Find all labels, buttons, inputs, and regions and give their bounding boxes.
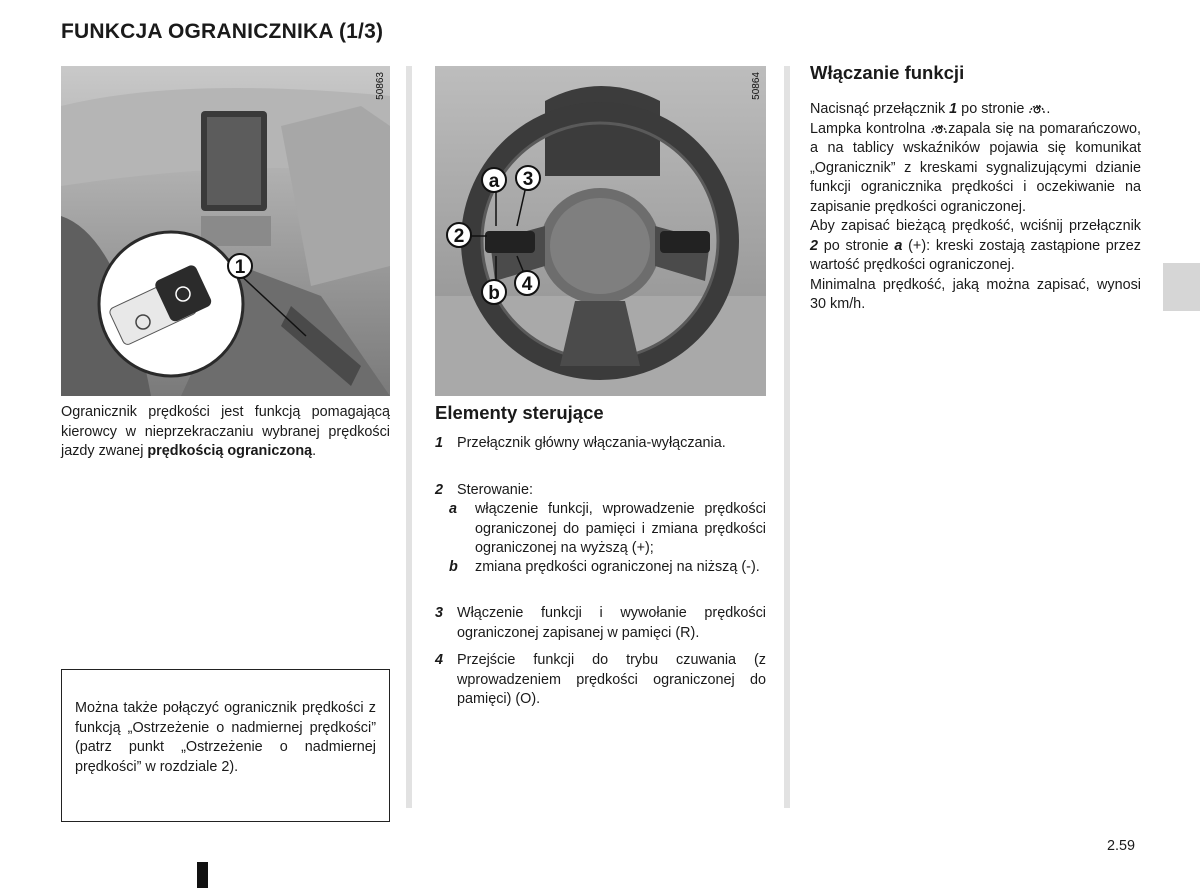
- list-item: 3 Włączenie funkcji i wywołanie prędkości ograniczonej zapisanej w pamięci (R).: [435, 605, 766, 641]
- enable-step-2: Lampka kontrolna zapala się na pomarańczowo, a na tablicy wskaźników pojawia się komunikat „Ogranicznik” z kreskami sygnalizującymi dzianie funkcji ogranicznika prędkości i oczekiwanie na zapisanie prędkości ograniczonej.: [810, 120, 1141, 215]
- figure-ref: 50864: [751, 72, 762, 100]
- steering-wheel-illustration: [435, 66, 766, 396]
- column-divider: [784, 66, 790, 808]
- note-box: [61, 669, 390, 822]
- callout-2: 2: [453, 226, 465, 247]
- enable-step-3: Aby zapisać bieżącą prędkość, wciśnij przełącznik 2 po stronie a (+): kreski zostają zastąpione przez wartość prędkości ograniczonej.: [810, 218, 1141, 273]
- callout-4: 4: [521, 274, 533, 295]
- callout-3: 3: [522, 169, 534, 190]
- list-subitem: b zmiana prędkości ograniczonej na niższą (-).: [449, 559, 760, 575]
- callout-1: 1: [234, 257, 246, 278]
- enable-heading: Włączanie funkcji: [810, 62, 965, 83]
- page-number: 2.59: [1107, 838, 1136, 854]
- list-item: 1 Przełącznik główny włączania-wyłączania.: [435, 435, 726, 451]
- enable-step-1: Nacisnąć przełącznik 1 po stronie .: [810, 101, 1051, 117]
- speed-limiter-icon: [930, 121, 948, 135]
- enable-minimum-note: Minimalna prędkość, jaką można zapisać, wynosi 30 km/h.: [810, 276, 1141, 312]
- speed-limiter-icon: [1028, 101, 1046, 115]
- center-console-figure: [61, 66, 390, 396]
- list-item: 2 Sterowanie:: [435, 482, 533, 498]
- column-divider: [406, 66, 412, 808]
- steering-wheel-figure: [435, 66, 766, 396]
- print-mark: [197, 862, 208, 888]
- callout-a: a: [488, 171, 500, 192]
- list-item: 4 Przejście funkcji do trybu czuwania (z wprowadzeniem prędkości ograniczonej do pamięci) (O).: [435, 652, 766, 707]
- enable-section: [810, 100, 1141, 315]
- callout-b: b: [488, 283, 500, 304]
- figure-ref: 50863: [375, 72, 386, 100]
- chapter-tab: [1163, 263, 1200, 311]
- intro-paragraph: Ogranicznik prędkości jest funkcją pomagającą kierowcy w nieprzekraczaniu wybranej prędkości jazdy zwanej prędkością ograniczoną.: [61, 404, 390, 459]
- page-title: FUNKCJA OGRANICZNIKA (1/3): [61, 20, 384, 43]
- limited-speed-term: prędkością ograniczoną: [147, 443, 313, 459]
- center-console-illustration: [61, 66, 390, 396]
- note-text: Można także połączyć ogranicznik prędkości z funkcją „Ostrzeżenie o nadmiernej prędkości” (patrz punkt „Ostrzeżenie o nadmiernej prędkości” w rozdziale 2).: [75, 700, 376, 775]
- list-subitem: a włączenie funkcji, wprowadzenie prędkości ograniczonej do pamięci i zmiana prędkości ograniczonej na wyższą (+);: [449, 501, 766, 556]
- controls-heading: Elementy sterujące: [435, 402, 604, 423]
